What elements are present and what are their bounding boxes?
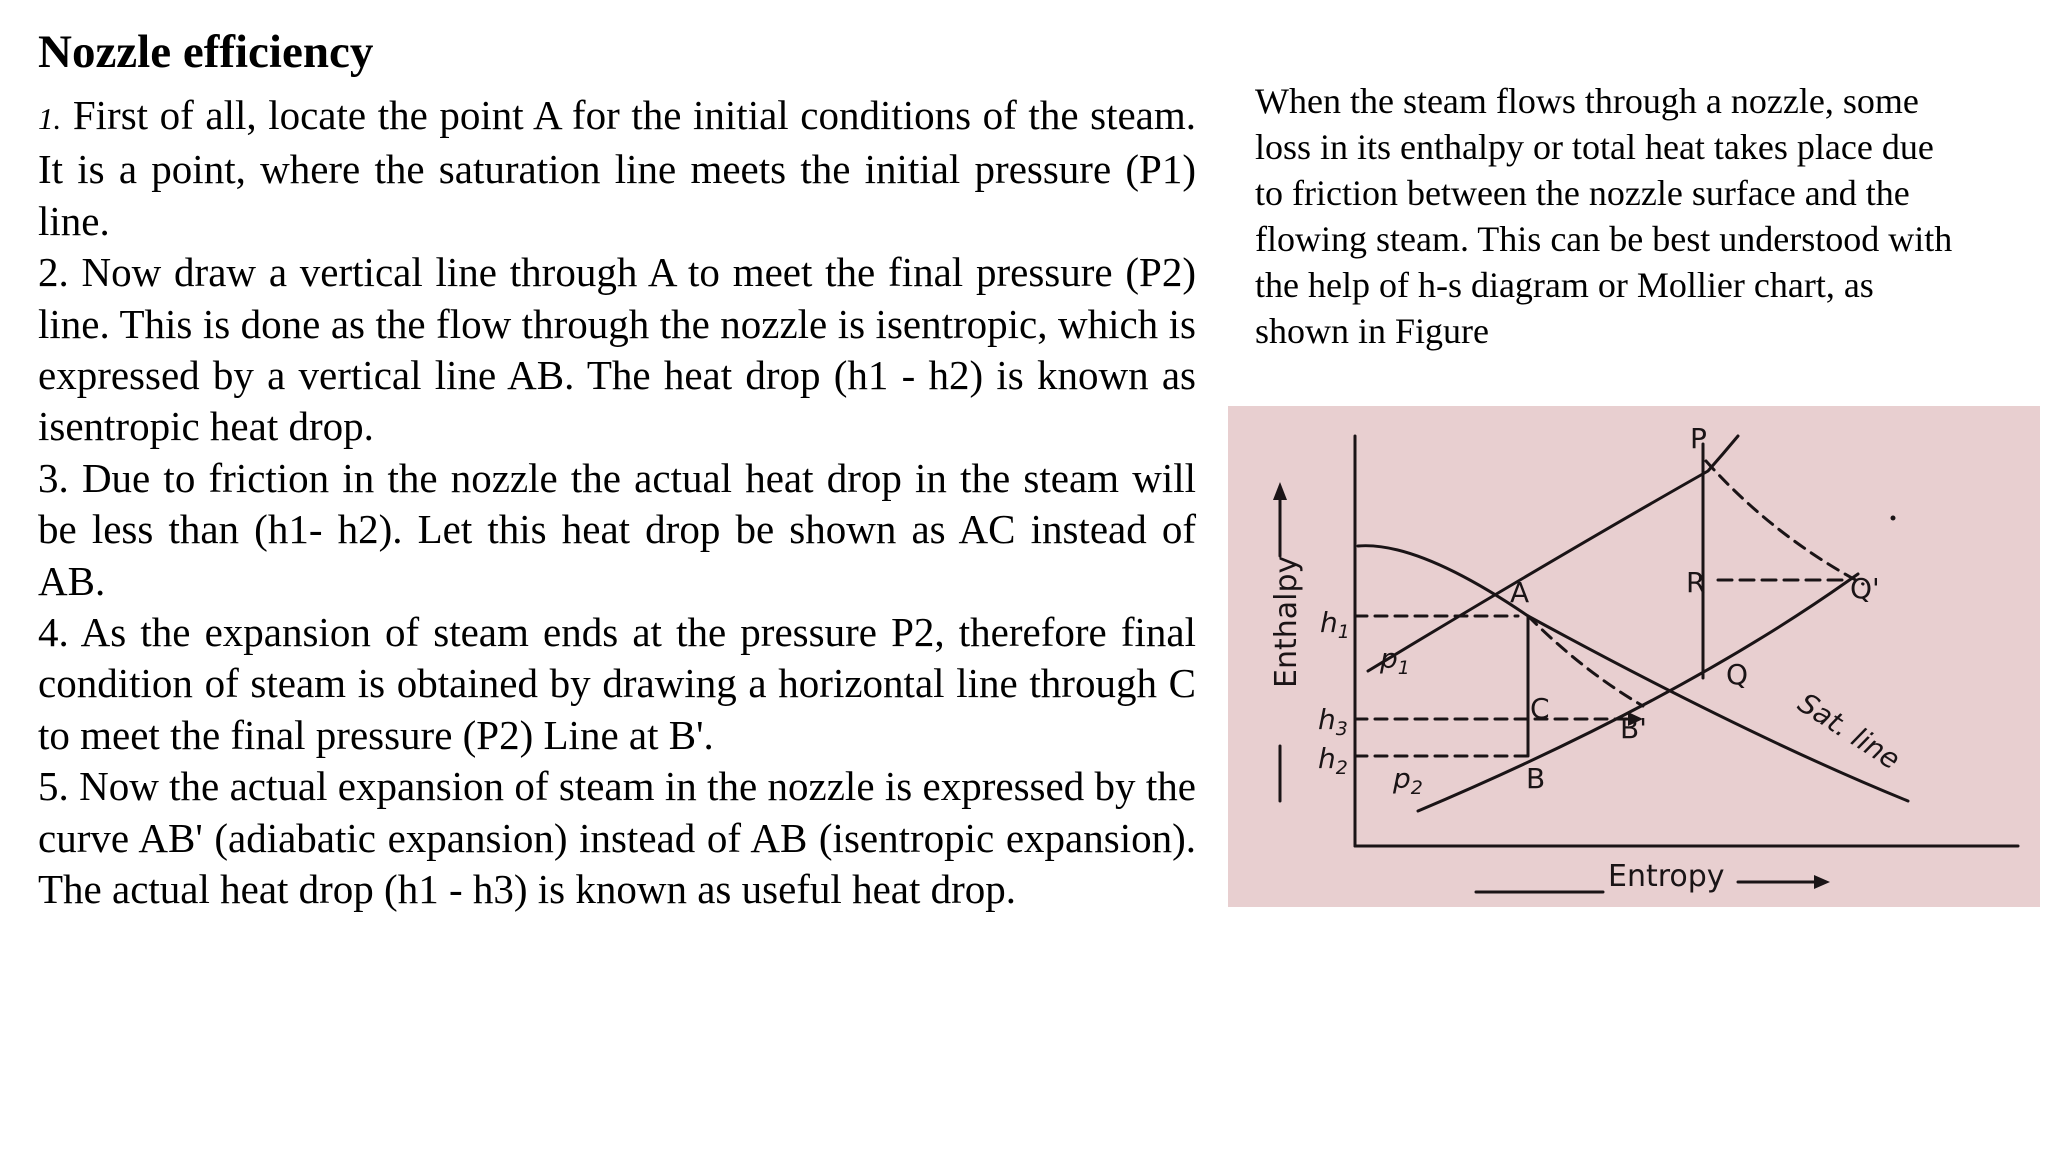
procedure-steps [38, 90, 1196, 916]
hs-diagram-figure [1228, 406, 2040, 907]
point-r-label: R [1686, 566, 1706, 599]
step-5 [38, 761, 1196, 915]
step-1 [38, 90, 1196, 247]
step-4 [38, 607, 1196, 761]
point-c-label: C [1530, 692, 1550, 725]
step-number: 2. [38, 249, 69, 296]
h2-label: $h_2$ [1318, 742, 1348, 779]
h1-label: $h_1$ [1320, 606, 1350, 643]
intro-line: flowing steam. This can be best understood with [1255, 219, 1953, 259]
step-text: First of all, locate the point A for the initial conditions of the steam. It is a point, where the saturation line meets the initial pressure (P1) line. [38, 92, 1197, 244]
point-q-label: Q [1726, 658, 1749, 691]
intro-line: loss in its enthalpy or total heat takes place due [1255, 127, 1934, 167]
step-text: Due to friction in the nozzle the actual heat drop in the steam will be less than (h1- h2). Let this heat drop be shown as AC instead of AB. [38, 454, 1197, 604]
hs-diagram [1228, 406, 2040, 907]
x-axis-label: Entropy [1608, 859, 1725, 894]
slide-title: Nozzle efficiency [38, 26, 374, 78]
point-q-prime-label: Q' [1850, 572, 1880, 605]
y-axis-label: Enthalpy [1269, 555, 1304, 688]
step-text: Now the actual expansion of steam in the nozzle is expressed by the curve AB' (adiabatic expansion) instead of AB (isentropic expansion). The actual heat drop (h1 - h3) is known as useful heat drop. [38, 763, 1196, 913]
sat-line-label: Sat. line [1792, 686, 1906, 777]
point-a-label: A [1510, 576, 1530, 609]
step-text: As the expansion of steam ends at the pressure P2, therefore final condition of steam is obtained by drawing a horizontal line through C to meet the final pressure (P2) Line at B'. [38, 609, 1196, 758]
intro-line: the help of h-s diagram or Mollier chart, as [1255, 265, 1874, 305]
p2-label: $p_2$ [1393, 762, 1423, 799]
point-b-prime-label: B' [1620, 712, 1647, 745]
step-2 [38, 247, 1196, 453]
intro-line: shown in Figure [1255, 311, 1489, 351]
step-number: 3. [38, 454, 69, 501]
step-number: 1. [38, 101, 62, 136]
p1-label: $p_1$ [1380, 642, 1410, 679]
step-number: 5. [38, 763, 69, 810]
point-b-label: B [1526, 762, 1546, 795]
step-3 [38, 453, 1196, 607]
figure-background [1228, 406, 2040, 907]
h3-label: $h_3$ [1318, 703, 1348, 740]
dot-marker [1891, 516, 1896, 521]
step-number: 4. [38, 609, 69, 656]
intro-line: When the steam flows through a nozzle, some [1255, 81, 1919, 121]
intro-line: to friction between the nozzle surface and the [1255, 173, 1910, 213]
point-p-label: P [1690, 422, 1707, 455]
intro-paragraph [1255, 78, 2015, 354]
step-text: Now draw a vertical line through A to meet the final pressure (P2) line. This is done as the flow through the nozzle is isentropic, which is expressed by a vertical line AB. The heat drop (h1 - h2) is known as isentropic heat drop. [38, 249, 1196, 450]
